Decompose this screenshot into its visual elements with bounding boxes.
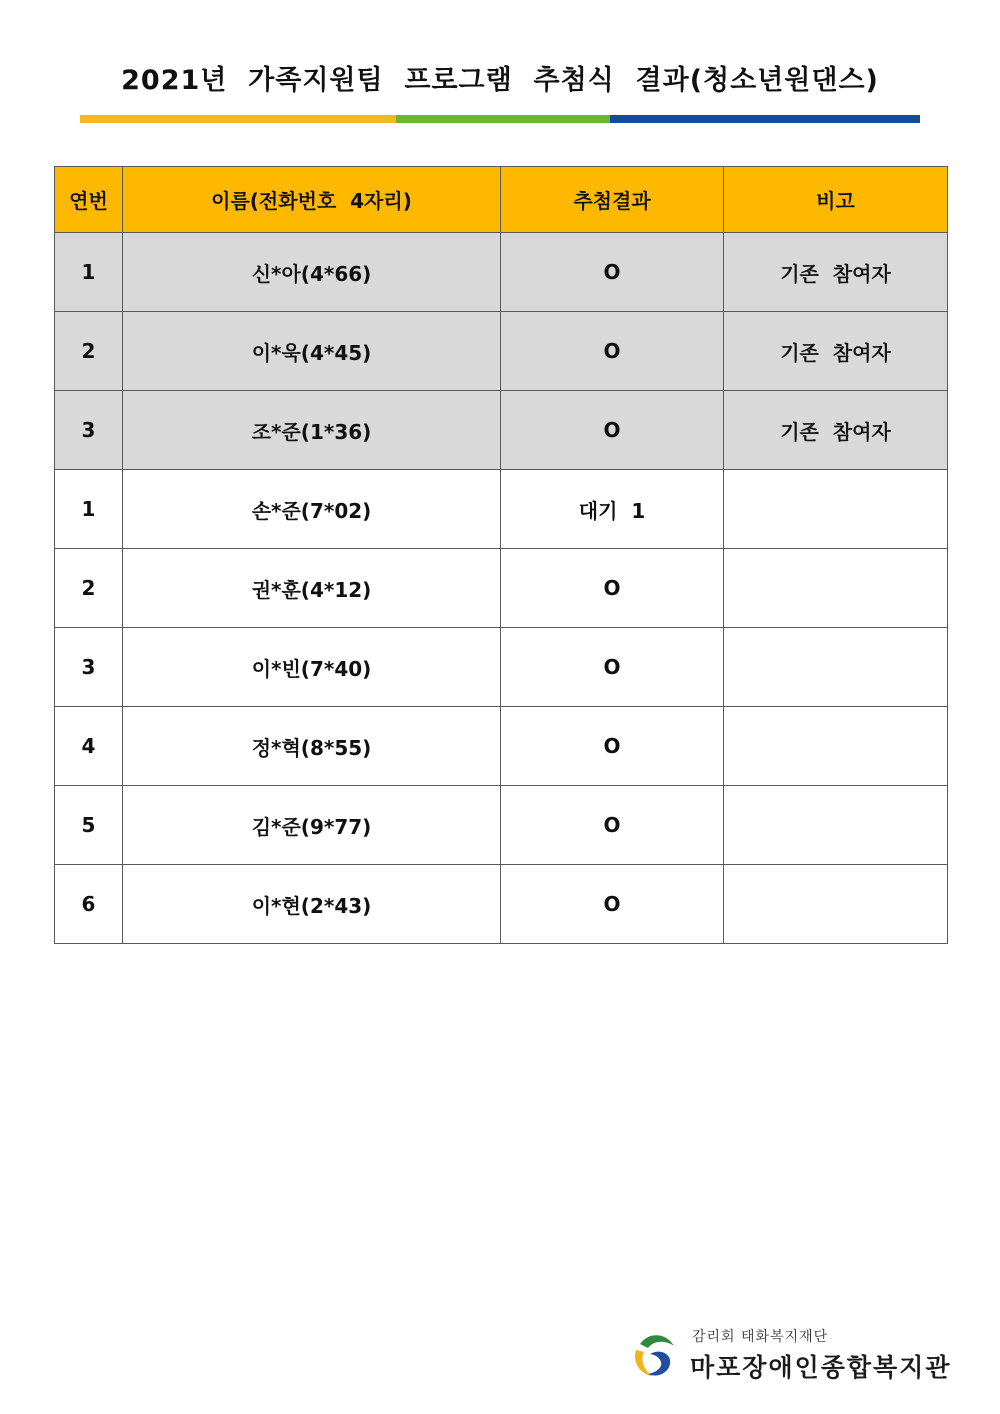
cell-note (724, 786, 948, 865)
cell-note: 기존 참여자 (724, 233, 948, 312)
table-row (55, 233, 948, 312)
lottery-results-table (54, 166, 948, 944)
foundation-swirl-logo (630, 1330, 680, 1380)
cell-result: O (501, 312, 724, 391)
table-row (55, 628, 948, 707)
cell-name: 신*아(4*66) (123, 233, 501, 312)
cell-name: 손*준(7*02) (123, 470, 501, 549)
organization-name: 마포장애인종합복지관 (690, 1353, 952, 1382)
cell-note (724, 549, 948, 628)
table-row (55, 470, 948, 549)
title-underline-yellow (80, 115, 396, 123)
foundation-subtitle: 감리회 태화복지재단 (692, 1329, 829, 1345)
table-row (55, 312, 948, 391)
cell-result: O (501, 786, 724, 865)
cell-name: 정*혁(8*55) (123, 707, 501, 786)
cell-number: 1 (55, 233, 123, 312)
table-row (55, 391, 948, 470)
cell-name: 이*욱(4*45) (123, 312, 501, 391)
cell-number: 5 (55, 786, 123, 865)
cell-name: 이*현(2*43) (123, 865, 501, 944)
cell-name: 권*훈(4*12) (123, 549, 501, 628)
table-row (55, 786, 948, 865)
cell-number: 4 (55, 707, 123, 786)
header-number: 연번 (55, 167, 123, 233)
cell-name: 김*준(9*77) (123, 786, 501, 865)
cell-result: O (501, 233, 724, 312)
table-row (55, 865, 948, 944)
cell-number: 1 (55, 470, 123, 549)
header-name: 이름(전화번호 4자리) (123, 167, 501, 233)
header-note: 비고 (724, 167, 948, 233)
cell-number: 2 (55, 549, 123, 628)
cell-note: 기존 참여자 (724, 391, 948, 470)
table-header-row (55, 167, 948, 233)
cell-name: 조*준(1*36) (123, 391, 501, 470)
cell-note: 기존 참여자 (724, 312, 948, 391)
title-underline-green (396, 115, 610, 123)
cell-name: 이*빈(7*40) (123, 628, 501, 707)
cell-note (724, 628, 948, 707)
cell-note (724, 707, 948, 786)
table-row (55, 549, 948, 628)
page-title: 2021년 가족지원팀 프로그램 추첨식 결과(청소년원댄스) (121, 65, 879, 96)
cell-number: 3 (55, 628, 123, 707)
table-row (55, 707, 948, 786)
cell-result: 대기 1 (501, 470, 724, 549)
title-underline-blue (610, 115, 920, 123)
cell-result: O (501, 865, 724, 944)
cell-note (724, 865, 948, 944)
cell-result: O (501, 707, 724, 786)
header-result: 추첨결과 (501, 167, 724, 233)
cell-result: O (501, 628, 724, 707)
cell-number: 3 (55, 391, 123, 470)
cell-note (724, 470, 948, 549)
cell-number: 2 (55, 312, 123, 391)
cell-result: O (501, 391, 724, 470)
cell-result: O (501, 549, 724, 628)
cell-number: 6 (55, 865, 123, 944)
